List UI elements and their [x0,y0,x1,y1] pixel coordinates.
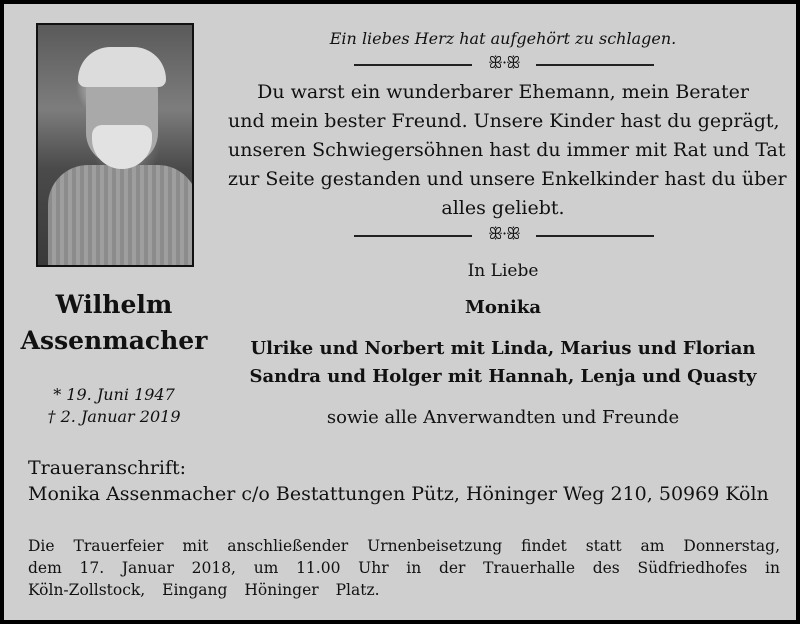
poem-line: alles geliebt. [441,197,565,219]
photo-hair [78,47,166,87]
notice-line: dem 17. Januar 2018, um 11.00 Uhr in der Trauerhalle des Südfriedhofes in [28,559,780,577]
poem-line: unseren Schwiegersöhnen hast du immer mit Rat und Tat [228,139,786,161]
motto: Ein liebes Herz hat aufgehört zu schlagen. [329,29,677,48]
family-line: Ulrike und Norbert mit Linda, Marius und Florian [250,338,756,359]
deceased-first-name: Wilhelm [55,290,173,319]
poem [228,78,787,223]
address-text: Monika Assenmacher c/o Bestattungen Pütz, Höninger Weg 210, 50969 Köln [28,483,769,505]
ornament-line-right [536,64,654,66]
spouse-name: Monika [465,297,541,318]
family-list [228,335,778,391]
ornament-line-right [536,235,654,237]
birth-date: * 19. Juni 1947 [53,385,175,404]
ornament-divider-top [354,53,654,73]
photo-beard [92,125,152,169]
ornament-line-left [354,64,472,66]
ornament-divider-bottom [354,224,654,244]
obituary-card [4,4,796,620]
notice-line: Köln-Zollstock, Eingang Höninger Platz. [28,581,380,599]
family-line: Sandra und Holger mit Hannah, Lenja und Quasty [249,366,757,387]
ornament-icon: ꕥ·ꕥ [488,224,520,243]
photo-shirt [48,165,194,267]
ornament-line-left [354,235,472,237]
portrait-photo [36,23,194,267]
poem-line: zur Seite gestanden und unsere Enkelkinder hast du über [228,168,787,190]
poem-line: Du warst ein wunderbarer Ehemann, mein Berater [257,81,749,103]
poem-line: und mein bester Freund. Unsere Kinder hast du geprägt, [228,110,780,132]
in-love-text: In Liebe [467,261,539,281]
funeral-notice [28,535,780,601]
death-date: † 2. Januar 2019 [47,407,181,426]
deceased-last-name: Assenmacher [20,326,208,355]
address-label: Traueranschrift: [28,457,187,479]
notice-line: Die Trauerfeier mit anschließender Urnenbeisetzung findet statt am Donnerstag, [28,537,780,555]
others-text: sowie alle Anverwandten und Freunde [326,407,680,428]
ornament-icon: ꕥ·ꕥ [488,53,520,72]
